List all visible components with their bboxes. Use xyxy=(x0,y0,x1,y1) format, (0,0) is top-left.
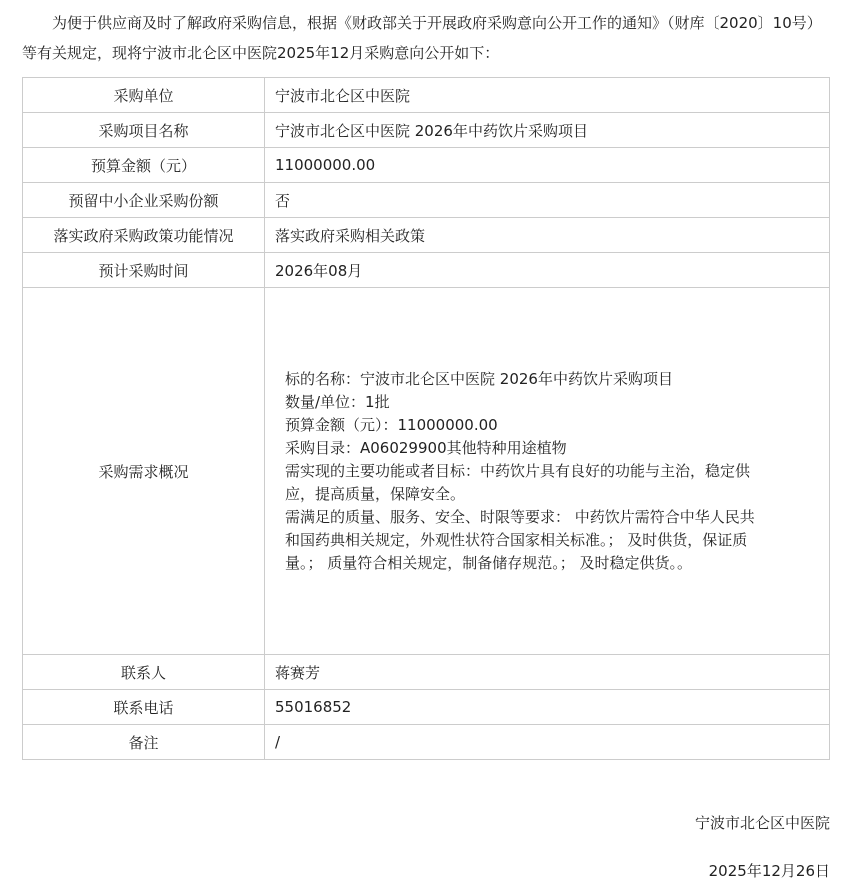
footer-organization: 宁波市北仑区中医院 xyxy=(694,814,830,832)
table-row xyxy=(23,148,830,183)
table-row xyxy=(23,78,830,113)
table-row xyxy=(23,113,830,148)
row-value: / xyxy=(265,725,830,760)
intro-paragraph: 为便于供应商及时了解政府采购信息，根据《财政部关于开展政府采购意向公开工作的通知》（财库〔2020〕10号）等有关规定，现将宁波市北仑区中医院2025年12月采购意向公开如下： xyxy=(22,14,822,62)
requirement-line: 需满足的质量、服务、安全、时限等要求： 中药饮片需符合中华人民共和国药典相关规定，外观性状符合国家相关标准。； 及时供货，保证质量。； 质量符合相关规定，制备储存规范。； 及时稳定供货。。 xyxy=(285,507,755,572)
table-row xyxy=(23,183,830,218)
requirement-line: 预算金额（元）：11000000.00 xyxy=(285,415,498,434)
row-label: 采购项目名称 xyxy=(23,113,265,148)
requirement-row xyxy=(23,288,830,655)
requirement-line: 数量/单位：1批 xyxy=(285,392,390,411)
row-value: 宁波市北仑区中医院 2026年中药饮片采购项目 xyxy=(265,113,830,148)
row-label: 联系人 xyxy=(23,655,265,690)
row-value: 蒋赛芳 xyxy=(265,655,830,690)
table-row xyxy=(23,725,830,760)
procurement-info-table xyxy=(22,77,830,760)
row-value: 11000000.00 xyxy=(265,148,830,183)
row-label: 联系电话 xyxy=(23,690,265,725)
row-value: 否 xyxy=(265,183,830,218)
row-label: 落实政府采购政策功能情况 xyxy=(23,218,265,253)
row-value: 宁波市北仑区中医院 xyxy=(265,78,830,113)
row-value: 2026年08月 xyxy=(265,253,830,288)
requirement-label: 采购需求概况 xyxy=(23,288,265,655)
requirement-cell xyxy=(265,288,830,655)
requirement-line: 标的名称：宁波市北仑区中医院 2026年中药饮片采购项目 xyxy=(285,369,673,388)
row-label: 备注 xyxy=(23,725,265,760)
row-label: 预计采购时间 xyxy=(23,253,265,288)
row-label: 预留中小企业采购份额 xyxy=(23,183,265,218)
table-row xyxy=(23,253,830,288)
table-row xyxy=(23,218,830,253)
requirement-details xyxy=(275,368,755,575)
table-row xyxy=(23,655,830,690)
requirement-line: 采购目录：A06029900其他特种用途植物 xyxy=(285,438,567,457)
row-label: 采购单位 xyxy=(23,78,265,113)
requirement-line: 需实现的主要功能或者目标：中药饮片具有良好的功能与主治，稳定供应，提高质量，保障安全。 xyxy=(285,461,751,503)
footer-date: 2025年12月26日 xyxy=(708,862,830,880)
row-value: 55016852 xyxy=(265,690,830,725)
table-row xyxy=(23,690,830,725)
row-value: 落实政府采购相关政策 xyxy=(265,218,830,253)
row-label: 预算金额（元） xyxy=(23,148,265,183)
